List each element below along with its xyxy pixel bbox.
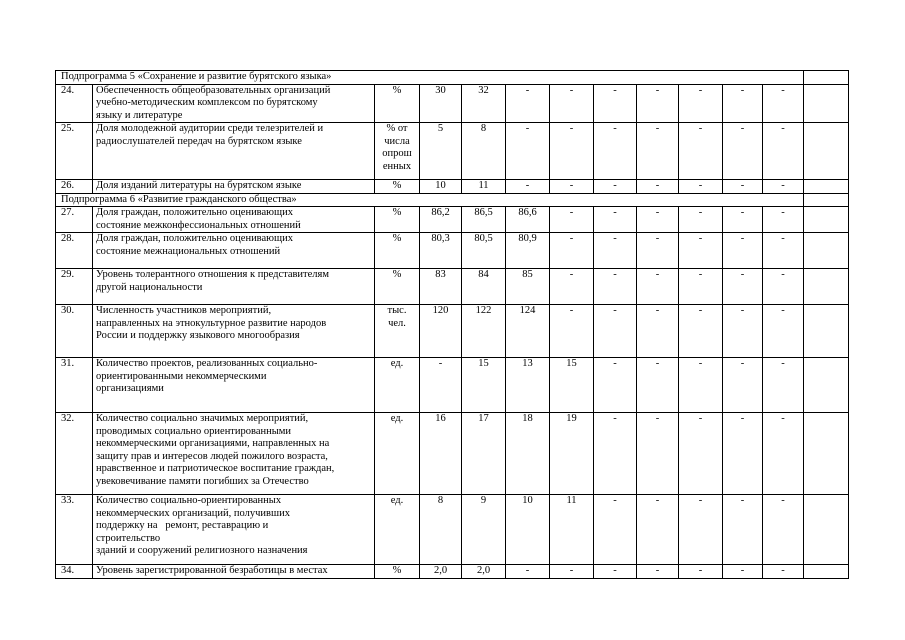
- value-cell: -: [594, 269, 637, 305]
- value-cell: -: [637, 207, 679, 233]
- unit: %: [375, 565, 420, 579]
- value-cell: -: [723, 207, 763, 233]
- empty-cell: [804, 358, 849, 413]
- value-cell: -: [594, 123, 637, 180]
- value-cell: -: [763, 565, 804, 579]
- subprogram-title: Подпрограмма 5 «Сохранение и развитие бурятского языка»: [56, 71, 804, 85]
- value-cell: 80,5: [462, 233, 506, 269]
- row-number: 29.: [56, 269, 93, 305]
- value-cell: 2,0: [462, 565, 506, 579]
- indicator-name: Доля изданий литературы на бурятском языке: [93, 180, 375, 194]
- value-cell: -: [679, 565, 723, 579]
- indicator-name: Доля молодежной аудитории среди телезрителей и радиослушателей передач на бурятском языке: [93, 123, 375, 180]
- row-number: 33.: [56, 495, 93, 565]
- value-cell: 86,2: [420, 207, 462, 233]
- value-cell: -: [594, 495, 637, 565]
- value-cell: -: [594, 207, 637, 233]
- value-cell: -: [420, 358, 462, 413]
- indicator-name: Уровень зарегистрированной безработицы в местах: [93, 565, 375, 579]
- value-cell: -: [506, 84, 550, 123]
- empty-cell: [804, 305, 849, 358]
- value-cell: 13: [506, 358, 550, 413]
- value-cell: 19: [550, 413, 594, 495]
- value-cell: 8: [420, 495, 462, 565]
- value-cell: -: [723, 565, 763, 579]
- indicator-name: Доля граждан, положительно оценивающих состояние межконфессиональных отношений: [93, 207, 375, 233]
- value-cell: -: [637, 84, 679, 123]
- value-cell: -: [594, 413, 637, 495]
- value-cell: -: [679, 180, 723, 194]
- empty-cell: [804, 123, 849, 180]
- value-cell: -: [550, 269, 594, 305]
- value-cell: -: [763, 207, 804, 233]
- table-row: [56, 305, 849, 358]
- subprogram-row: [56, 193, 849, 207]
- unit: %: [375, 180, 420, 194]
- value-cell: -: [723, 495, 763, 565]
- value-cell: -: [550, 84, 594, 123]
- value-cell: 80,9: [506, 233, 550, 269]
- value-cell: -: [679, 269, 723, 305]
- value-cell: -: [637, 495, 679, 565]
- value-cell: -: [679, 207, 723, 233]
- unit: ед.: [375, 413, 420, 495]
- value-cell: 30: [420, 84, 462, 123]
- value-cell: 9: [462, 495, 506, 565]
- row-number: 26.: [56, 180, 93, 194]
- table-row: [56, 495, 849, 565]
- value-cell: -: [637, 123, 679, 180]
- value-cell: 85: [506, 269, 550, 305]
- row-number: 27.: [56, 207, 93, 233]
- table-row: [56, 565, 849, 579]
- value-cell: -: [763, 495, 804, 565]
- value-cell: 10: [506, 495, 550, 565]
- row-number: 25.: [56, 123, 93, 180]
- empty-cell: [804, 495, 849, 565]
- indicator-name: Обеспеченность общеобразовательных организаций учебно-методическим комплексом по бурятскому языку и литературе: [93, 84, 375, 123]
- value-cell: 10: [420, 180, 462, 194]
- table-row: [56, 180, 849, 194]
- subprogram-title: Подпрограмма 6 «Развитие гражданского общества»: [56, 193, 804, 207]
- value-cell: -: [550, 207, 594, 233]
- value-cell: -: [594, 233, 637, 269]
- value-cell: -: [679, 84, 723, 123]
- value-cell: -: [763, 305, 804, 358]
- value-cell: -: [506, 565, 550, 579]
- unit: % от числа опрош енных: [375, 123, 420, 180]
- empty-cell: [804, 180, 849, 194]
- value-cell: 8: [462, 123, 506, 180]
- value-cell: -: [637, 565, 679, 579]
- unit: %: [375, 269, 420, 305]
- value-cell: 86,6: [506, 207, 550, 233]
- empty-cell: [804, 413, 849, 495]
- indicator-name: Количество проектов, реализованных социально- ориентированными некоммерческими организациями: [93, 358, 375, 413]
- value-cell: -: [637, 180, 679, 194]
- row-number: 32.: [56, 413, 93, 495]
- value-cell: 17: [462, 413, 506, 495]
- value-cell: -: [550, 233, 594, 269]
- value-cell: -: [506, 123, 550, 180]
- row-number: 31.: [56, 358, 93, 413]
- table-row: [56, 84, 849, 123]
- value-cell: 80,3: [420, 233, 462, 269]
- indicator-name: Количество социально значимых мероприятий, проводимых социально ориентированными некоммерческими организациями, направленных на защиту прав и интересов людей пожилого возраста, нравственное и патриотическое воспитание граждан, увековечивание памяти погибших за Отечество: [93, 413, 375, 495]
- row-number: 28.: [56, 233, 93, 269]
- value-cell: -: [763, 269, 804, 305]
- empty-cell: [804, 269, 849, 305]
- empty-cell: [804, 233, 849, 269]
- value-cell: -: [723, 84, 763, 123]
- value-cell: 124: [506, 305, 550, 358]
- value-cell: -: [550, 305, 594, 358]
- value-cell: -: [506, 180, 550, 194]
- table-row: [56, 413, 849, 495]
- value-cell: 15: [462, 358, 506, 413]
- indicator-name: Доля граждан, положительно оценивающих состояние межнациональных отношений: [93, 233, 375, 269]
- value-cell: -: [723, 123, 763, 180]
- value-cell: -: [763, 413, 804, 495]
- value-cell: -: [679, 305, 723, 358]
- subprogram-row: [56, 71, 849, 85]
- value-cell: 15: [550, 358, 594, 413]
- value-cell: -: [723, 413, 763, 495]
- value-cell: 16: [420, 413, 462, 495]
- row-number: 24.: [56, 84, 93, 123]
- empty-cell: [804, 565, 849, 579]
- value-cell: -: [763, 233, 804, 269]
- value-cell: -: [637, 305, 679, 358]
- value-cell: -: [763, 180, 804, 194]
- indicators-table: [55, 70, 849, 579]
- value-cell: 122: [462, 305, 506, 358]
- value-cell: -: [679, 495, 723, 565]
- value-cell: -: [723, 305, 763, 358]
- value-cell: -: [594, 305, 637, 358]
- unit: ед.: [375, 495, 420, 565]
- value-cell: -: [723, 269, 763, 305]
- value-cell: -: [594, 358, 637, 413]
- value-cell: 11: [550, 495, 594, 565]
- unit: %: [375, 207, 420, 233]
- table-row: [56, 233, 849, 269]
- table-row: [56, 269, 849, 305]
- empty-cell: [804, 207, 849, 233]
- value-cell: -: [723, 233, 763, 269]
- value-cell: -: [594, 180, 637, 194]
- value-cell: -: [723, 358, 763, 413]
- value-cell: -: [723, 180, 763, 194]
- value-cell: 11: [462, 180, 506, 194]
- value-cell: -: [594, 84, 637, 123]
- value-cell: -: [679, 233, 723, 269]
- empty-cell: [804, 84, 849, 123]
- unit: %: [375, 233, 420, 269]
- value-cell: -: [550, 180, 594, 194]
- row-number: 34.: [56, 565, 93, 579]
- value-cell: -: [763, 358, 804, 413]
- indicator-name: Уровень толерантного отношения к представителям другой национальности: [93, 269, 375, 305]
- value-cell: -: [637, 269, 679, 305]
- value-cell: -: [637, 233, 679, 269]
- value-cell: -: [550, 123, 594, 180]
- unit: тыс. чел.: [375, 305, 420, 358]
- value-cell: 2,0: [420, 565, 462, 579]
- unit: ед.: [375, 358, 420, 413]
- value-cell: -: [550, 565, 594, 579]
- table-row: [56, 358, 849, 413]
- indicator-name: Численность участников мероприятий, направленных на этнокультурное развитие народов России и поддержку языкового многообразия: [93, 305, 375, 358]
- value-cell: 32: [462, 84, 506, 123]
- empty-cell: [804, 71, 849, 85]
- value-cell: -: [594, 565, 637, 579]
- value-cell: 120: [420, 305, 462, 358]
- table-row: [56, 207, 849, 233]
- value-cell: 86,5: [462, 207, 506, 233]
- value-cell: -: [679, 123, 723, 180]
- value-cell: -: [763, 84, 804, 123]
- indicator-name: Количество социально-ориентированных некоммерческих организаций, получивших поддержку на ремонт, реставрацию и строительство зданий и сооружений религиозного назначения: [93, 495, 375, 565]
- value-cell: -: [679, 413, 723, 495]
- row-number: 30.: [56, 305, 93, 358]
- value-cell: -: [763, 123, 804, 180]
- value-cell: -: [637, 413, 679, 495]
- value-cell: 5: [420, 123, 462, 180]
- empty-cell: [804, 193, 849, 207]
- value-cell: -: [637, 358, 679, 413]
- value-cell: -: [679, 358, 723, 413]
- value-cell: 18: [506, 413, 550, 495]
- table-row: [56, 123, 849, 180]
- unit: %: [375, 84, 420, 123]
- value-cell: 84: [462, 269, 506, 305]
- value-cell: 83: [420, 269, 462, 305]
